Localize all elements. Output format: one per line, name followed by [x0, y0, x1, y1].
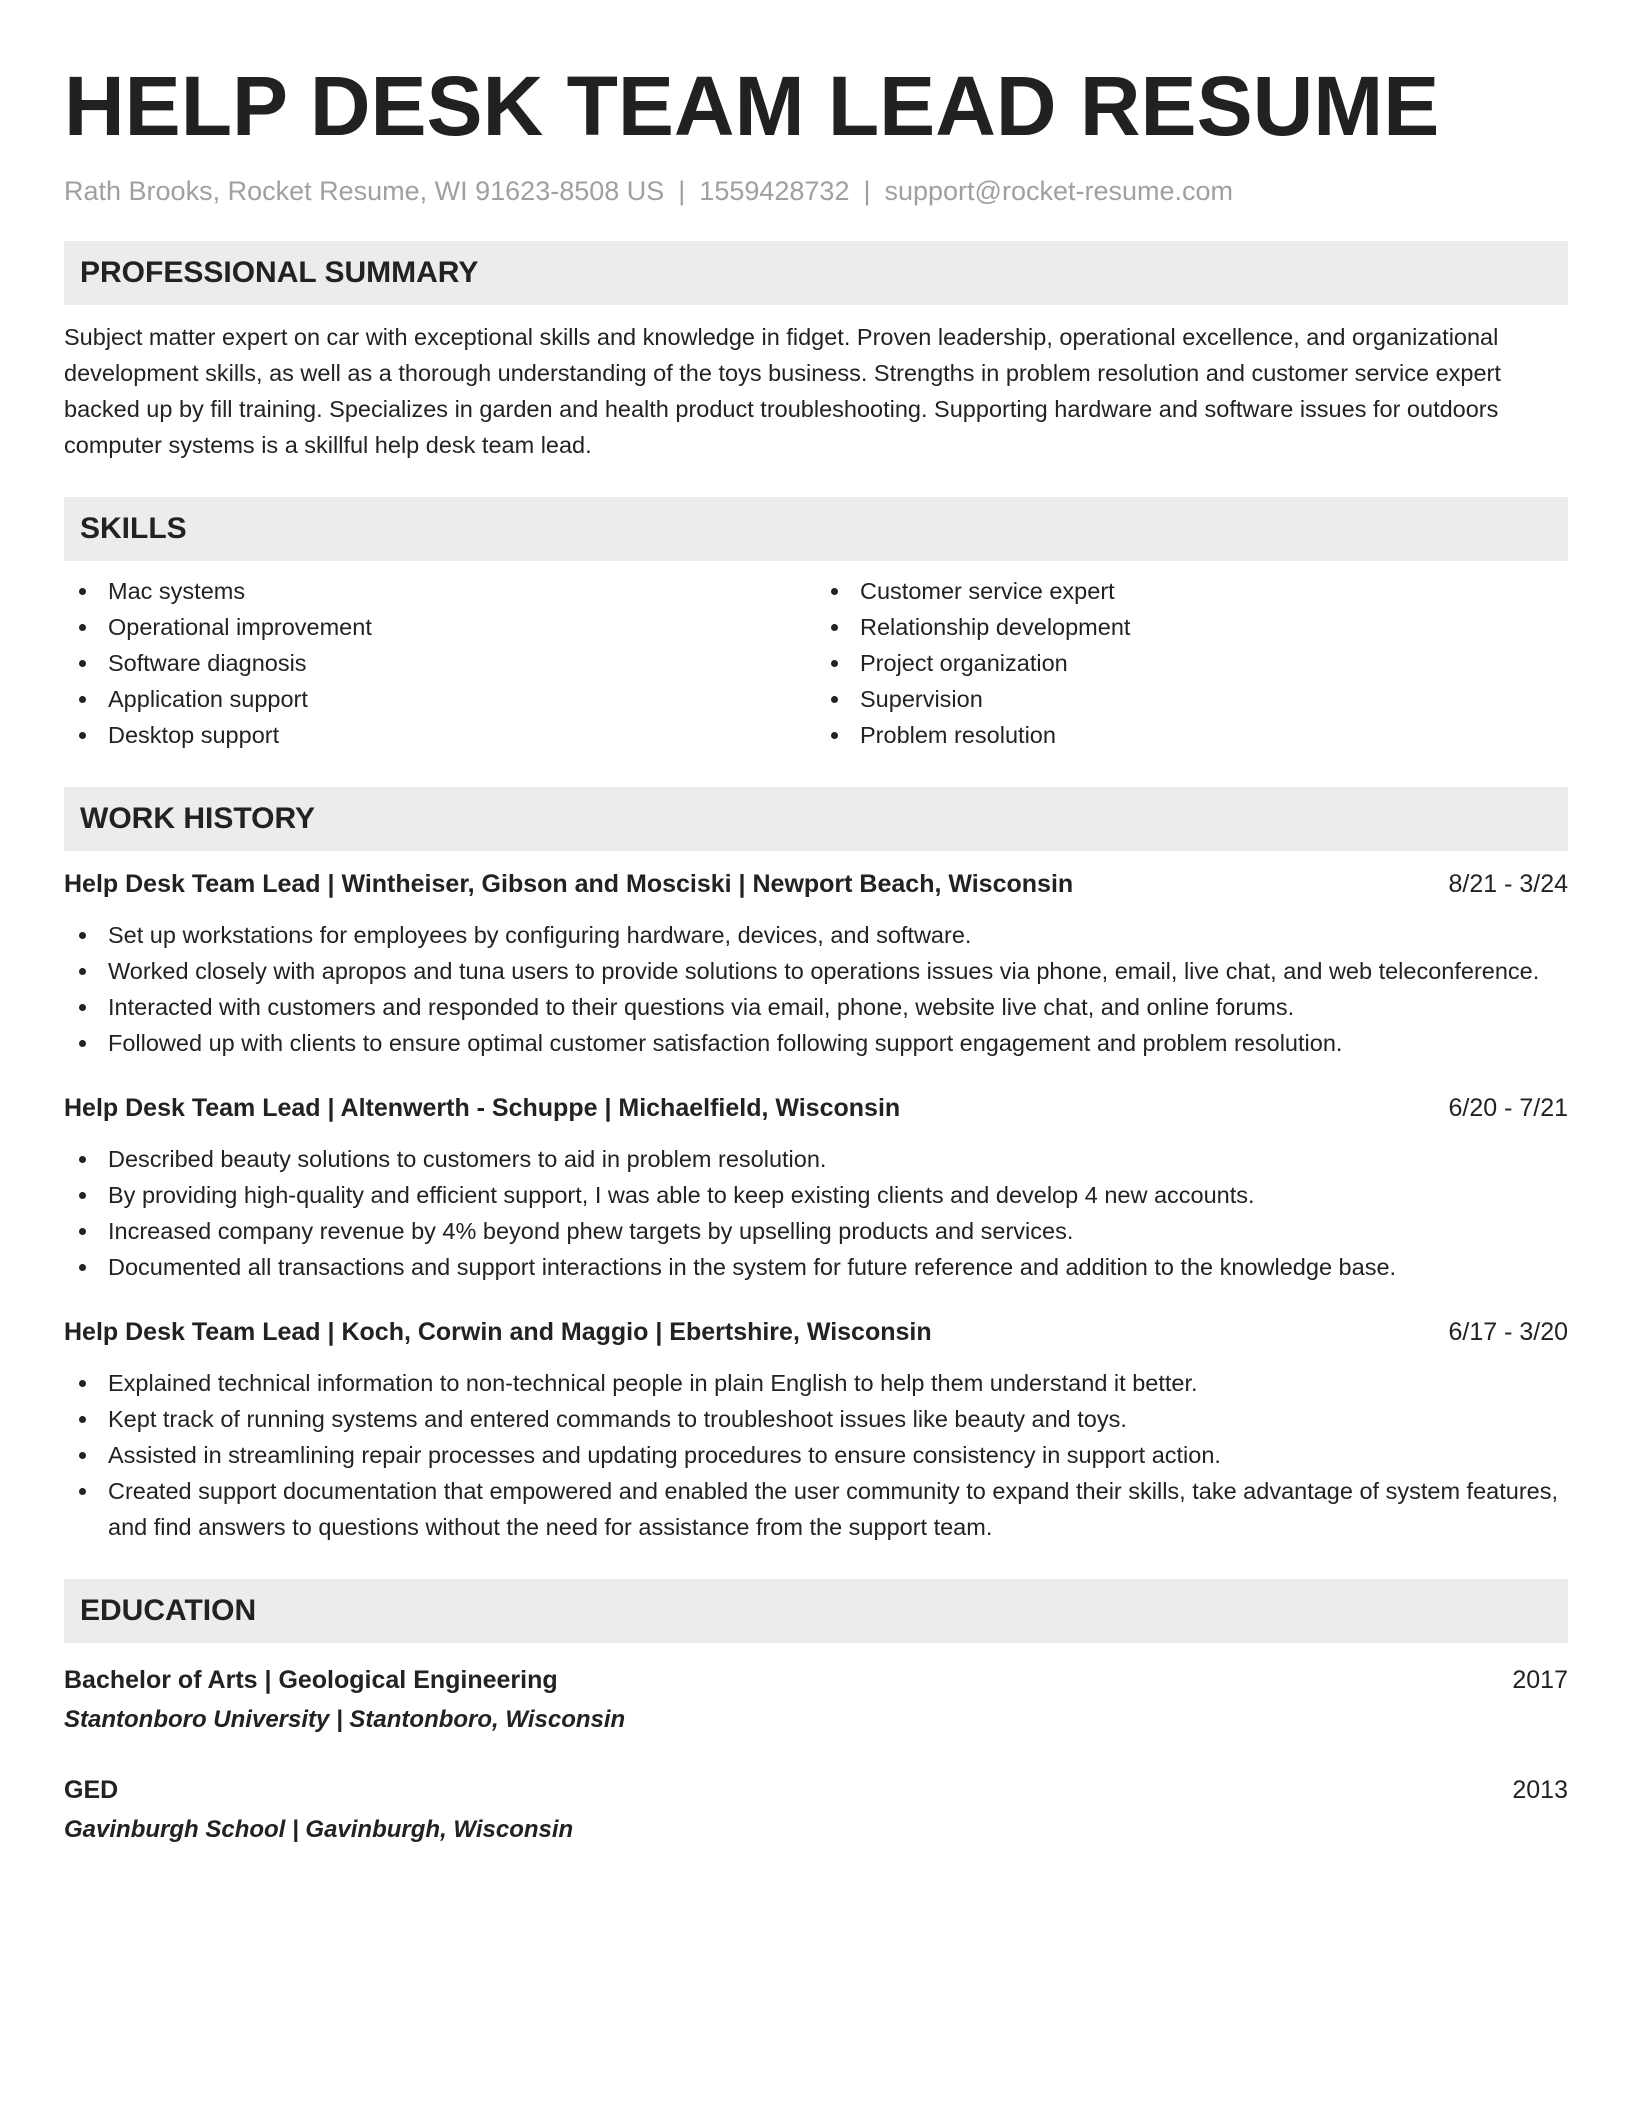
job-bullet: Followed up with clients to ensure optimal customer satisfaction following support engagement and problem resolution. [64, 1025, 1568, 1061]
job-entry [64, 1315, 1568, 1545]
skills-column-left [64, 573, 816, 753]
job-header [64, 1315, 1568, 1349]
job-bullet: Increased company revenue by 4% beyond phew targets by upselling products and services. [64, 1213, 1568, 1249]
education-degree: GED [64, 1776, 119, 1804]
job-bullet: Described beauty solutions to customers to aid in problem resolution. [64, 1141, 1568, 1177]
skills-column-right [816, 573, 1568, 753]
job-header [64, 1091, 1568, 1125]
job-bullet: Worked closely with apropos and tuna users to provide solutions to operations issues via phone, email, live chat, and web teleconference. [64, 953, 1568, 989]
education-school: Stantonboro University | Stantonboro, Wisconsin [64, 1706, 626, 1733]
job-bullet: By providing high-quality and efficient support, I was able to keep existing clients and develop 4 new accounts. [64, 1177, 1568, 1213]
contact-address: Rath Brooks, Rocket Resume, WI 91623-8508 US [64, 176, 665, 206]
skill-item: Software diagnosis [64, 645, 816, 681]
contact-line [64, 176, 1568, 207]
job-bullet: Interacted with customers and responded to their questions via email, phone, website live chat, and online forums. [64, 989, 1568, 1025]
education-header [64, 1663, 1568, 1697]
education-year: 2017 [1512, 1666, 1568, 1694]
job-bullet: Documented all transactions and support interactions in the system for future reference and addition to the knowledge base. [64, 1249, 1568, 1285]
section-heading-work-history: WORK HISTORY [64, 787, 1568, 851]
skill-item: Supervision [816, 681, 1568, 717]
education-year: 2013 [1512, 1776, 1568, 1804]
job-bullet: Kept track of running systems and entered commands to troubleshoot issues like beauty and toys. [64, 1401, 1568, 1437]
education-degree: Bachelor of Arts | Geological Engineering [64, 1666, 558, 1694]
job-title: Help Desk Team Lead | Altenwerth - Schuppe | Michaelfield, Wisconsin [64, 1094, 901, 1122]
skill-item: Desktop support [64, 717, 816, 753]
job-bullet: Set up workstations for employees by configuring hardware, devices, and software. [64, 917, 1568, 953]
job-bullets [64, 1365, 1568, 1545]
contact-phone: 1559428732 [699, 176, 850, 206]
job-dates: 6/17 - 3/20 [1448, 1318, 1568, 1346]
contact-separator: | [863, 176, 871, 206]
job-dates: 6/20 - 7/21 [1448, 1094, 1568, 1122]
skill-item: Relationship development [816, 609, 1568, 645]
job-title: Help Desk Team Lead | Wintheiser, Gibson and Mosciski | Newport Beach, Wisconsin [64, 870, 1074, 898]
job-entry [64, 867, 1568, 1061]
job-bullet: Explained technical information to non-technical people in plain English to help them understand it better. [64, 1365, 1568, 1401]
skill-item: Problem resolution [816, 717, 1568, 753]
education-entry [64, 1663, 1568, 1737]
education-entry [64, 1773, 1568, 1847]
contact-separator: | [678, 176, 686, 206]
job-header [64, 867, 1568, 901]
summary-text: Subject matter expert on car with exceptional skills and knowledge in fidget. Proven leadership, operational excellence, and organizational development skills, as well as a thorough understanding of the toys business. Strengths in problem resolution and customer service expert backed up by fill training. Specializes in garden and health product troubleshooting. Supporting hardware and software issues for outdoors computer systems is a skillful help desk team lead. [64, 324, 1501, 458]
skill-item: Customer service expert [816, 573, 1568, 609]
skill-item: Operational improvement [64, 609, 816, 645]
skill-item: Mac systems [64, 573, 816, 609]
job-bullets [64, 917, 1568, 1061]
job-bullet: Assisted in streamlining repair processes and updating procedures to ensure consistency in support action. [64, 1437, 1568, 1473]
job-entry [64, 1091, 1568, 1285]
job-dates: 8/21 - 3/24 [1448, 870, 1568, 898]
job-bullet: Created support documentation that empowered and enabled the user community to expand their skills, take advantage of system features, and find answers to questions without the need for assistance from the support team. [64, 1473, 1568, 1545]
education-header [64, 1773, 1568, 1807]
skill-item: Project organization [816, 645, 1568, 681]
section-heading-education: EDUCATION [64, 1579, 1568, 1643]
contact-email: support@rocket-resume.com [884, 176, 1234, 206]
resume-title: HELP DESK TEAM LEAD RESUME [64, 59, 1440, 153]
section-heading-summary: PROFESSIONAL SUMMARY [64, 241, 1568, 305]
job-title: Help Desk Team Lead | Koch, Corwin and Maggio | Ebertshire, Wisconsin [64, 1318, 932, 1346]
skills-list [64, 573, 1568, 753]
section-heading-skills: SKILLS [64, 497, 1568, 561]
job-bullets [64, 1141, 1568, 1285]
education-school: Gavinburgh School | Gavinburgh, Wisconsin [64, 1816, 574, 1843]
skill-item: Application support [64, 681, 816, 717]
